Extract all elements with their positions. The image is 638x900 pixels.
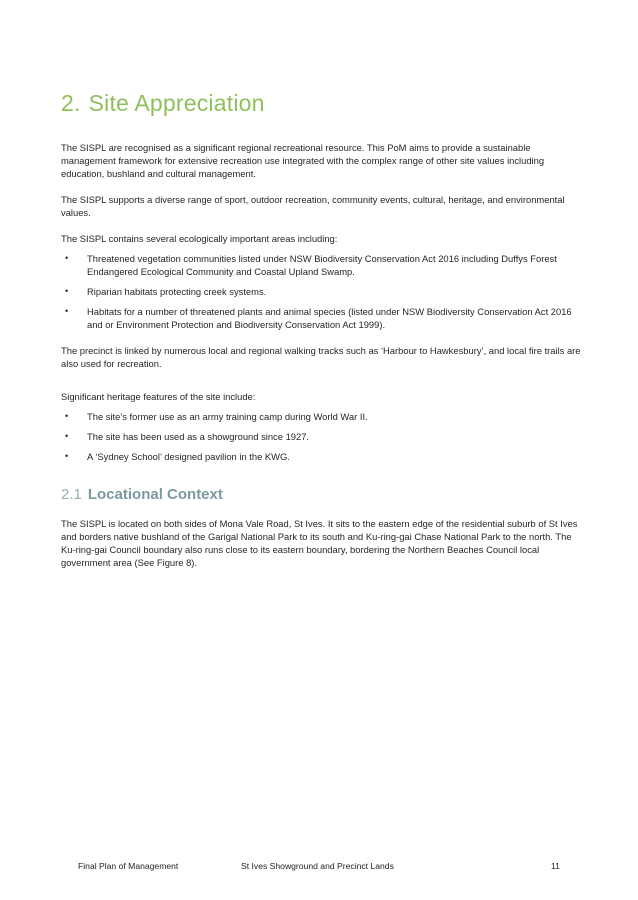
heritage-features-list — [61, 410, 581, 470]
footer-page-number: 11 — [551, 861, 560, 871]
list-item — [61, 410, 581, 423]
section-title: Site Appreciation — [88, 90, 265, 116]
heritage-intro-paragraph: Significant heritage features of the site include: — [61, 391, 256, 402]
list-item-text: The site has been used as a showground since 1927. — [87, 431, 310, 442]
bullet-icon: • — [65, 451, 69, 461]
list-item — [61, 450, 581, 463]
values-paragraph: The SISPL supports a diverse range of sport, outdoor recreation, community events, cultural, heritage, and environmental values. — [61, 194, 565, 218]
list-item-text: A ‘Sydney School’ designed pavilion in the KWG. — [87, 451, 290, 462]
bullet-icon: • — [65, 431, 69, 441]
footer-site-name: St Ives Showground and Precinct Lands — [241, 861, 394, 871]
list-item-text: Habitats for a number of threatened plants and animal species (listed under NSW Biodiversity Conservation Act 2016 and or Environment Protection and Biodiversity Conservation Act 1999). — [87, 306, 572, 330]
list-item — [61, 305, 581, 331]
bullet-icon: • — [65, 286, 69, 296]
subsection-title: Locational Context — [87, 486, 223, 503]
ecological-areas-list — [61, 252, 581, 338]
list-item-text: Riparian habitats protecting creek systems. — [87, 286, 267, 297]
ecological-intro-paragraph: The SISPL contains several ecologically important areas including: — [61, 233, 338, 244]
list-item — [61, 430, 581, 443]
bullet-icon: • — [65, 253, 69, 263]
subsection-heading — [61, 486, 223, 503]
intro-paragraph: The SISPL are recognised as a significant regional recreational resource. This PoM aims to provide a sustainable management framework for extensive recreation use integrated with the complex range of other site values including education, bushland and cultural management. — [61, 142, 545, 179]
walking-tracks-paragraph: The precinct is linked by numerous local and regional walking tracks such as ‘Harbour to Hawkesbury’, and local fire trails are also used for recreation. — [61, 345, 581, 369]
list-item-text: Threatened vegetation communities listed under NSW Biodiversity Conservation Act 2016 including Duffys Forest Endangered Ecological Community and Coastal Upland Swamp. — [87, 253, 557, 277]
section-number: 2. — [61, 90, 81, 116]
bullet-icon: • — [65, 306, 69, 316]
footer-document-title: Final Plan of Management — [78, 861, 179, 871]
locational-context-paragraph: The SISPL is located on both sides of Mona Vale Road, St Ives. It sits to the eastern edge of the residential suburb of St Ives and borders native bushland of the Garigal National Park to its south and Ku-ring-gai Chase National Park to the north. The Ku-ring-gai Council boundary also runs close to its eastern boundary, bordering the Northern Beaches Council local government area (See Figure 8). — [61, 518, 578, 568]
list-item-text: The site’s former use as an army training camp during World War II. — [87, 411, 368, 422]
bullet-icon: • — [65, 411, 69, 421]
list-item — [61, 252, 581, 278]
section-heading — [61, 90, 265, 117]
list-item — [61, 285, 581, 298]
subsection-number: 2.1 — [61, 486, 82, 503]
